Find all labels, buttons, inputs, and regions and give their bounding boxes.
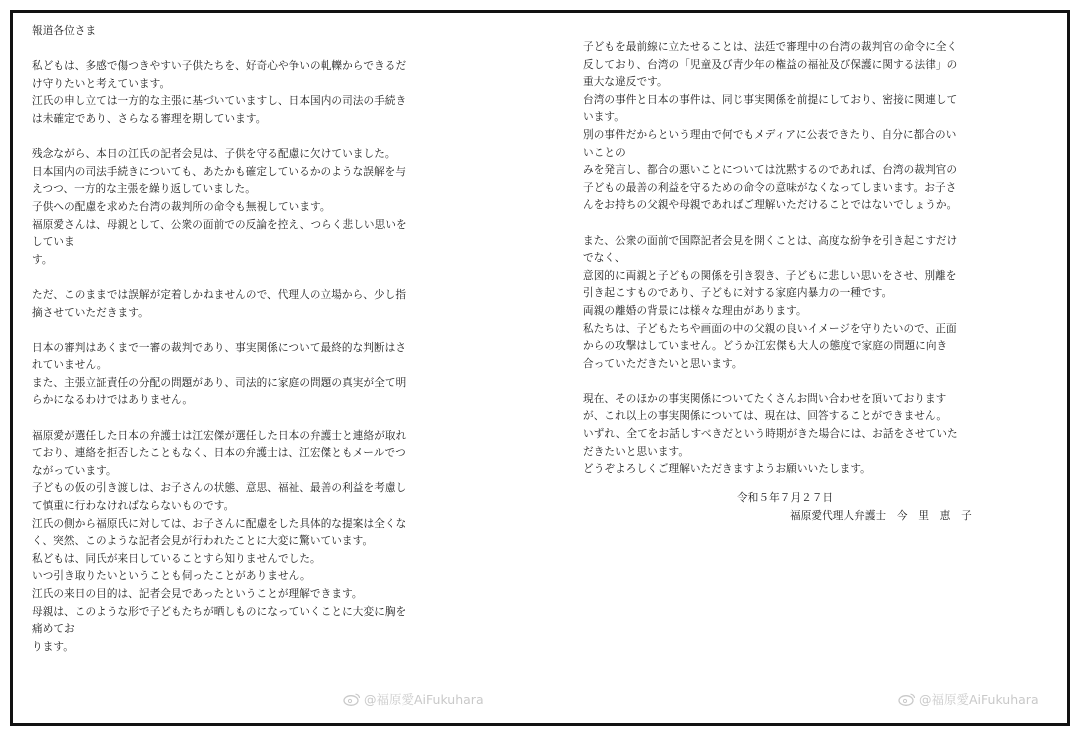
text-line: 意図的に両親と子どもの関係を引き裂き、子どもに悲しい思いをさせ、別離を [583,269,957,282]
paragraph [583,233,993,374]
left-column [32,23,462,674]
weibo-icon [898,692,916,706]
text-line: んをお持ちの父親や母親であればご理解いただけることではないでしょうか。 [583,199,958,212]
text-line: 残念ながら、本日の江氏の記者会見は、子供を守る配慮に欠けていました。 [32,148,396,161]
text-line: ります。 [32,640,74,653]
text-line: 摘させていただきます。 [32,306,149,319]
paragraph [32,58,462,128]
text-line: いことの [583,146,626,159]
text-line: 日本国内の司法手続きについても、あたかも確定しているかのような誤解を与 [32,165,407,178]
text-line: 私どもは、同氏が来日していることすら知りませんでした。 [32,552,321,565]
text-line: みを発言し、都合の悪いことについては沈黙するのであれば、台湾の裁判官の [583,164,958,177]
watermark-left-text: @福原愛AiFukuhara [364,692,484,707]
text-line: 私たちは、子どもたちや画面の中の父親の良いイメージを守りたいので、正面 [583,322,957,335]
text-line: 合っていただきたいと思います。 [583,357,743,370]
text-line: 子どもの最善の利益を守るための命令の意味がなくなってしまいます。お子さ [583,181,957,194]
paragraph [32,428,462,657]
text-line: いつ引き取りたいということも伺ったことがありません。 [32,570,311,583]
signature-block [583,490,993,525]
text-line: ただ、このままでは誤解が定着しかねませんので、代理人の立場から、少し指 [32,288,407,301]
text-line: でなく、 [583,252,626,265]
text-line: れていません。 [32,359,108,372]
text-line: していま [32,236,75,249]
text-line: からの攻撃はしていません。どうか江宏傑も大人の態度で家庭の問題に向き [583,340,948,353]
text-line: 台湾の事件と日本の事件は、同じ事実関係を前提にしており、密接に関連して [583,93,958,106]
watermark-right [898,690,1039,708]
text-line: 両親の離婚の背景には様々な理由があります。 [583,304,807,317]
signature-date: 令和５年７月２７日 [737,492,834,505]
text-line: 江氏の側から福原氏に対しては、お子さんに配慮をした具体的な提案は全くな [32,517,407,530]
left-paragraphs [32,58,462,656]
paragraph [583,39,993,215]
text-line: らかになるわけではありません。 [32,394,194,407]
paragraph [32,146,462,269]
text-line: います。 [583,111,625,124]
text-line: 福原愛が選任した日本の弁護士は江宏傑が選任した日本の弁護士と連絡が取れ [32,429,407,442]
statement-page [10,10,1070,726]
text-line: 重大な違反です。 [583,76,668,89]
text-line: だきたいと思います。 [583,445,690,458]
text-line: えつつ、一方的な主張を繰り返していました。 [32,183,256,196]
text-line: 反しており、台湾の「児童及び青少年の権益の福祉及び保護に関する法律」の [583,58,958,71]
text-line: また、公衆の面前で国際記者会見を開くことは、高度な紛争を引き起こすだけ [583,234,958,247]
paragraph [32,340,462,410]
text-line: ながっています。 [32,464,117,477]
text-line: て慎重に行わなければならないものです。 [32,500,235,513]
right-column [583,39,993,526]
weibo-icon [343,692,361,706]
text-line: 子どもを最前線に立たせることは、法廷で審理中の台湾の裁判官の命令に全く [583,41,958,53]
text-line: 母親は、このような形で子どもたちが晒しものになっていくことに大変に胸を [32,605,407,618]
paragraph [32,287,462,322]
text-line: 私どもは、多感で傷つきやすい子供たちを、好奇心や争いの軋轢からできるだ [32,60,407,73]
text-line: 別の事件だからという理由で何でもメディアに公表できたり、自分に都合のい [583,128,957,141]
text-line: 痛めてお [32,623,75,636]
text-line: ており、連絡を拒否したこともなく、日本の弁護士は、江宏傑ともメールでつ [32,447,406,460]
text-line: は未確定であり、さらなる審理を期しています。 [32,112,267,125]
text-line: す。 [32,253,53,266]
paragraph [583,391,993,479]
text-line: 日本の審判はあくまで一審の裁判であり、事実関係について最終的な判断はさ [32,341,407,354]
text-line: け守りたいと考えています。 [32,77,171,90]
right-paragraphs [583,39,993,479]
salutation: 報道各位さま [32,25,97,37]
text-line: 江氏の来日の目的は、記者会見であったということが理解できます。 [32,588,363,600]
text-line: 引き起こすものであり、子どもに対する家庭内暴力の一種です。 [583,287,893,300]
watermark-right-text: @福原愛AiFukuhara [919,692,1039,707]
text-line: 子供への配慮を求めた台湾の裁判所の命令も無視しています。 [32,200,331,213]
signature-name: 福原愛代理人弁護士 今 里 恵 子 [790,510,972,523]
text-line: また、主張立証責任の分配の問題があり、司法的に家庭の問題の真実が全て明 [32,376,407,389]
text-line: 現在、そのほかの事実関係についてたくさんお問い合わせを頂いております [583,392,947,405]
text-line: が、これ以上の事実関係については、現在は、回答することができません。 [583,410,948,423]
text-line: 子どもの仮の引き渡しは、お子さんの状態、意思、福祉、最善の利益を考慮し [32,482,407,495]
text-line: 江氏の申し立ては一方的な主張に基づいていますし、日本国内の司法の手続き [32,95,407,108]
watermark-left [343,690,484,708]
text-line: 福原愛さんは、母親として、公衆の面前での反論を控え、つらく悲しい思いを [32,218,407,231]
text-line: く、突然、このような記者会見が行われたことに大変に驚いています。 [32,535,374,548]
text-line: いずれ、全てをお話しすべきだという時期がきた場合には、お話をさせていた [583,428,958,441]
text-line: どうぞよろしくご理解いただきますようお願いいたします。 [583,463,871,476]
